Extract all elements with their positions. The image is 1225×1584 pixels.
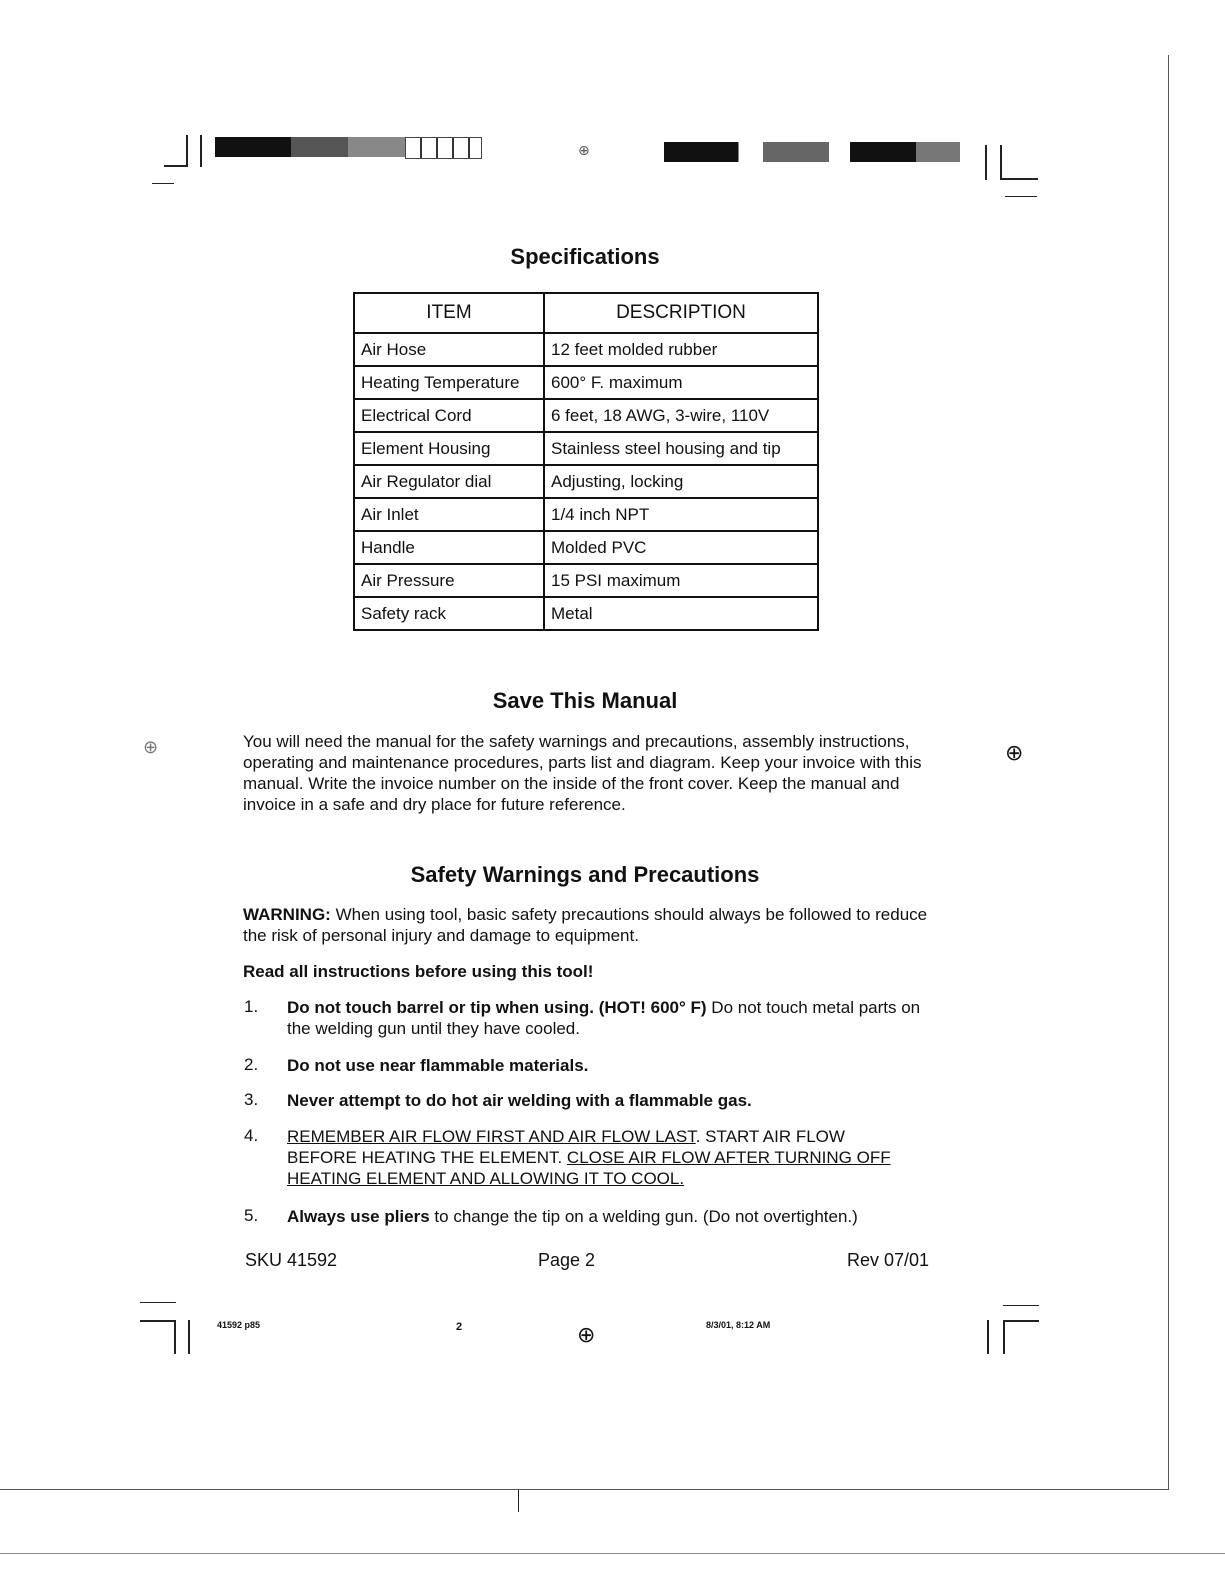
list-item-number: 1. <box>244 997 259 1016</box>
table-row <box>354 432 818 465</box>
registration-mark-left: ⊕ <box>143 737 159 757</box>
table-row <box>354 564 818 597</box>
list-item-number: 3. <box>244 1090 259 1109</box>
item-bold-text: Do not use near flammable materials. <box>287 1056 589 1075</box>
table-row <box>354 366 818 399</box>
print-page-number: 2 <box>456 1321 463 1333</box>
table-row <box>354 465 818 498</box>
spec-description: Stainless steel housing and tip <box>544 432 818 465</box>
list-item <box>287 1090 927 1111</box>
safety-title: Safety Warnings and Precautions <box>410 862 760 887</box>
color-bar-right <box>664 142 829 162</box>
table-row <box>354 531 818 564</box>
print-file-name: 41592 p85 <box>217 1320 261 1330</box>
item-bold-text: Always use pliers <box>287 1207 430 1226</box>
warning-paragraph <box>243 904 933 946</box>
warning-label: WARNING: <box>243 905 331 924</box>
print-timestamp: 8/3/01, 8:12 AM <box>706 1320 771 1330</box>
specifications-table <box>353 292 819 631</box>
registration-mark-top: ⊕ <box>578 142 590 158</box>
table-row <box>354 597 818 630</box>
save-manual-title: Save This Manual <box>492 688 678 713</box>
item-text: to change the tip on a welding gun. (Do not overtighten.) <box>434 1207 858 1226</box>
spec-item: Handle <box>354 531 544 564</box>
item-text: . START AIR FLOW BEFORE HEATING THE ELEMENT. <box>287 1127 845 1167</box>
footer-page: Page 2 <box>538 1250 596 1270</box>
item-underlined-text: REMEMBER AIR FLOW FIRST AND AIR FLOW LAST <box>287 1127 696 1146</box>
spec-item: Air Inlet <box>354 498 544 531</box>
read-all-instructions: Read all instructions before using this tool! <box>243 962 594 981</box>
spec-item: Safety rack <box>354 597 544 630</box>
table-row <box>354 399 818 432</box>
warning-text: When using tool, basic safety precautions should always be followed to reduce the risk of personal injury and damage to equipment. <box>243 905 928 945</box>
spec-description: 6 feet, 18 AWG, 3-wire, 110V <box>544 399 818 432</box>
list-item-number: 2. <box>244 1055 259 1074</box>
list-item <box>287 997 927 1039</box>
spec-description: Adjusting, locking <box>544 465 818 498</box>
save-manual-text: You will need the manual for the safety warnings and precautions, assembly instructions, operating and maintenance procedures, parts list and diagram. Keep your invoice with this manual. Write the invoice number on the inside of the front cover. Keep the manual and invoice in a safe and dry place for future reference. <box>243 732 922 814</box>
table-row <box>354 498 818 531</box>
footer-rev: Rev 07/01 <box>847 1250 930 1270</box>
footer-sku: SKU 41592 <box>245 1250 338 1270</box>
spec-description: Metal <box>544 597 818 630</box>
list-item-number: 5. <box>244 1206 259 1225</box>
list-item <box>287 1126 917 1189</box>
registration-mark-bottom: ⊕ <box>577 1322 596 1347</box>
item-bold-text: (HOT! 600° F) <box>598 998 707 1017</box>
spec-item: Heating Temperature <box>354 366 544 399</box>
spec-description: 15 PSI maximum <box>544 564 818 597</box>
specifications-title: Specifications <box>510 244 660 269</box>
spec-description: 1/4 inch NPT <box>544 498 818 531</box>
list-item <box>287 1206 927 1227</box>
table-row <box>354 333 818 366</box>
header-description: DESCRIPTION <box>544 293 818 333</box>
color-bar-left <box>215 137 405 157</box>
item-text: Do not touch metal parts on the welding gun until they have cooled. <box>287 998 921 1038</box>
spec-item: Air Pressure <box>354 564 544 597</box>
item-underlined-text: CLOSE AIR FLOW AFTER TURNING OFF HEATING ELEMENT AND ALLOWING IT TO COOL. <box>287 1148 891 1188</box>
item-bold-text: Never attempt to do hot air welding with a flammable gas. <box>287 1091 752 1110</box>
spec-item: Element Housing <box>354 432 544 465</box>
spec-description: Molded PVC <box>544 531 818 564</box>
list-item <box>287 1055 927 1076</box>
list-item-number: 4. <box>244 1126 259 1145</box>
spec-description: 600° F. maximum <box>544 366 818 399</box>
registration-mark-right: ⊕ <box>1005 740 1024 765</box>
spec-item: Air Hose <box>354 333 544 366</box>
spec-item: Electrical Cord <box>354 399 544 432</box>
header-item: ITEM <box>354 293 544 333</box>
spec-item: Air Regulator dial <box>354 465 544 498</box>
item-bold-text: Do not touch barrel or tip when using. <box>287 998 594 1017</box>
spec-description: 12 feet molded rubber <box>544 333 818 366</box>
